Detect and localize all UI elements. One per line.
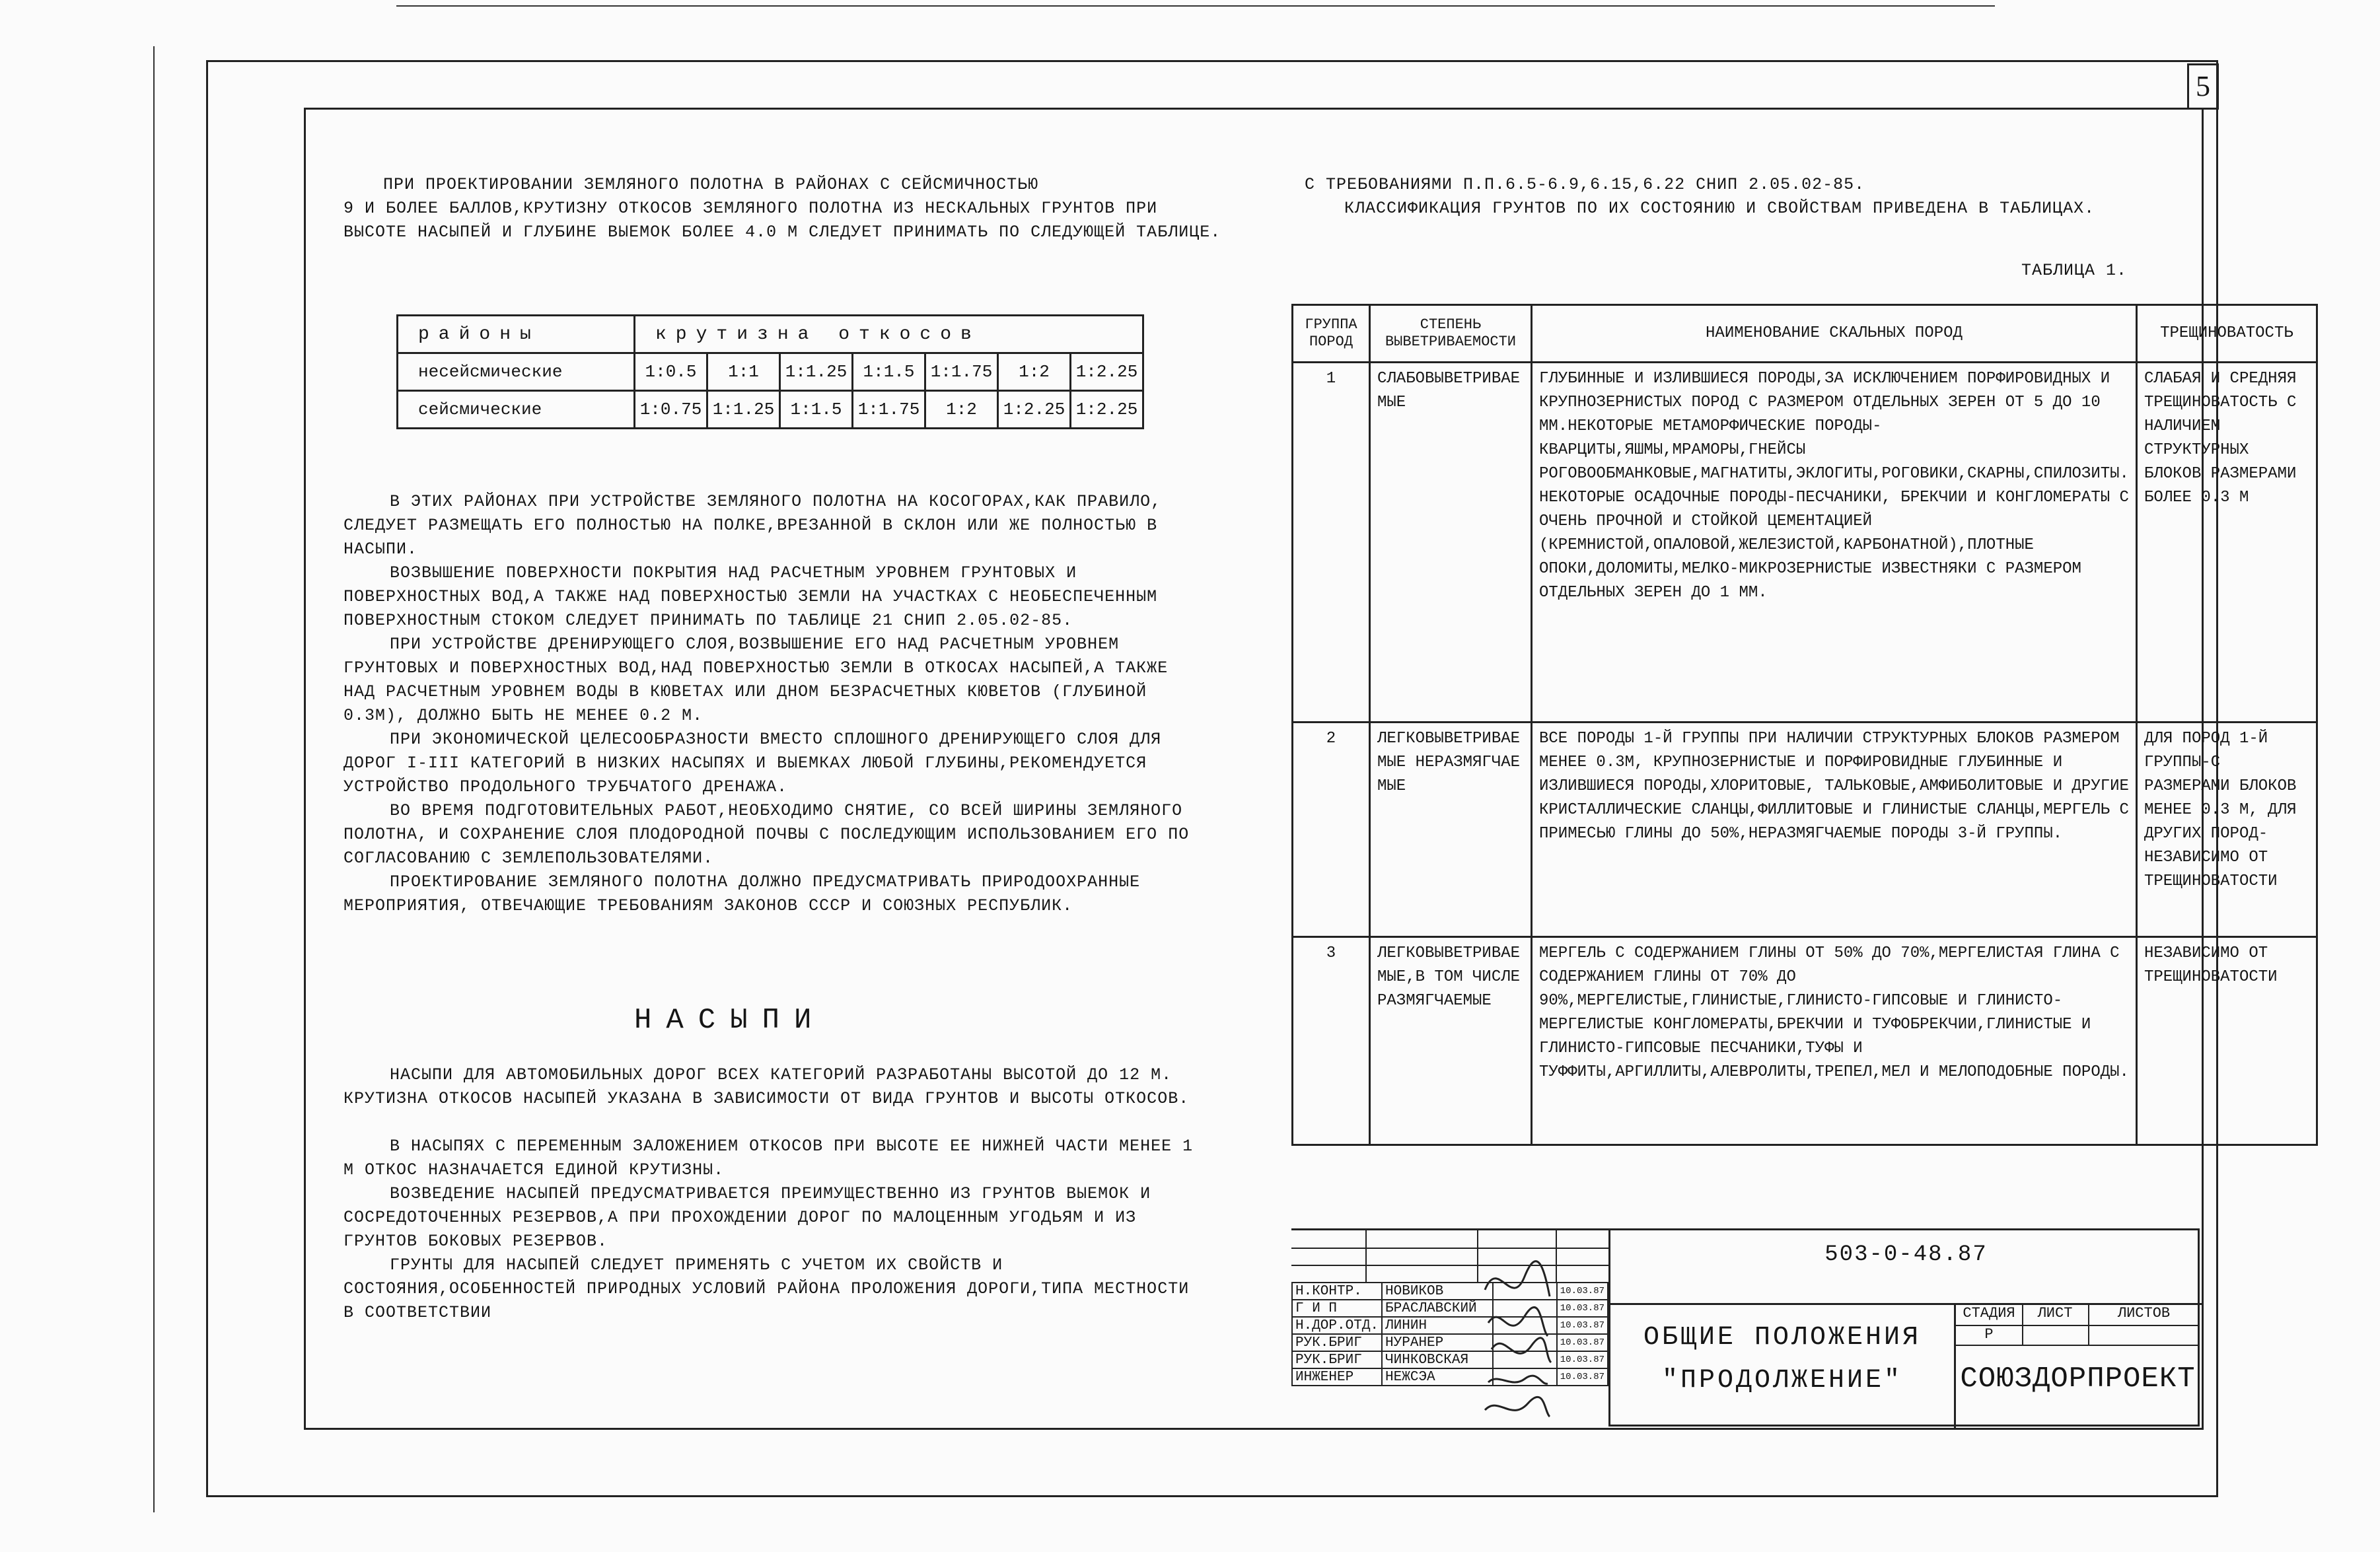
role-cell: Н.ДОР.ОТД. [1292, 1317, 1382, 1334]
paragraph-slopes: В ЭТИХ РАЙОНАХ ПРИ УСТРОЙСТВЕ ЗЕМЛЯНОГО ПОЛОТНА НА КОСОГОРАХ,КАК ПРАВИЛО, СЛЕДУЕТ РАЗМЕЩАТЬ ЕГО ПОЛНОСТЬЮ НА ПОЛКЕ,ВРЕЗАННОЙ В СКЛОН ИЛИ ЖЕ ПОЛНОСТЬЮ В НАСЫПИ. [343, 492, 1162, 559]
date-cell: 10.03.87 [1557, 1283, 1608, 1300]
fracture-cell: СЛАБАЯ И СРЕДНЯЯ ТРЕЩИНОВАТОСТЬ С НАЛИЧИЕМ СТРУКТУРНЫХ БЛОКОВ РАЗМЕРАМИ БОЛЕЕ 0.3 М [2136, 363, 2317, 723]
name-cell: НОВИКОВ [1382, 1283, 1493, 1300]
fracture-cell: ДЛЯ ПОРОД 1-Й ГРУППЫ-С РАЗМЕРАМИ БЛОКОВ МЕНЕЕ 0.3 М, ДЛЯ ДРУГИХ ПОРОД-НЕЗАВИСИМО ОТ ТРЕЩИНОВАТОСТИ [2136, 723, 2317, 937]
row-label: сейсмические [398, 391, 635, 429]
paragraph-soil-removal: ВО ВРЕМЯ ПОДГОТОВИТЕЛЬНЫХ РАБОТ,НЕОБХОДИМО СНЯТИЕ, СО ВСЕЙ ШИРИНЫ ЗЕМЛЯНОГО ПОЛОТНА, И СОХРАНЕНИЕ СЛОЯ ПЛОДОРОДНОЙ ПОЧВЫ С ПОСЛЕДУЮЩИМ ИСПОЛЬЗОВАНИЕМ ЕГО ПО СОГЛАСОВАНИЮ С ЗЕМЛЕПОЛЬЗОВАТЕЛЯМИ. [343, 801, 1190, 868]
date-cell: 10.03.87 [1557, 1368, 1608, 1386]
slope-value: 1:1.75 [925, 353, 998, 391]
role-cell: Н.КОНТР. [1292, 1283, 1382, 1300]
fracture-cell: НЕЗАВИСИМО ОТ ТРЕЩИНОВАТОСТИ [2136, 937, 2317, 1145]
stage-label: СТАДИЯ [1963, 1305, 2015, 1322]
group-cell: 2 [1293, 723, 1370, 937]
document-code: 503-0-48.87 [1824, 1242, 1988, 1267]
header-fracture: ТРЕЩИНОВАТОСТЬ [2136, 305, 2317, 363]
header-group: ГРУППА ПОРОД [1293, 305, 1370, 363]
signature-scribbles [1478, 1230, 1556, 1429]
embankment-paragraph-4: ГРУНТЫ ДЛЯ НАСЫПЕЙ СЛЕДУЕТ ПРИМЕНЯТЬ С УЧЕТОМ ИХ СВОЙСТВ И СОСТОЯНИЯ,ОСОБЕННОСТЕЙ ПРИРОДНЫХ УСЛОВИЙ РАЙОНА ПРОЛОЖЕНИЯ ДОРОГИ,ТИПА МЕСТНОСТИ В СООТВЕТСТВИИ [343, 1255, 1190, 1322]
role-cell: РУК.БРИГ [1292, 1334, 1382, 1351]
stamp-grid-line [1291, 1248, 1608, 1249]
table-row [398, 391, 1143, 429]
name-cell: БРАСЛАВСКИЙ [1382, 1300, 1493, 1317]
embankment-paragraph-3: ВОЗВЕДЕНИЕ НАСЫПЕЙ ПРЕДУСМАТРИВАЕТСЯ ПРЕИМУЩЕСТВЕННО ИЗ ГРУНТОВ ВЫЕМОК И СОСРЕДОТОЧЕННЫХ РЕЗЕРВОВ,А ПРИ ПРОХОЖДЕНИИ ДОРОГ ПО МАЛОЦЕННЫМ УГОДЬЯМ И ИЗ ГРУНТОВ БОКОВЫХ РЕЗЕРВОВ. [343, 1184, 1151, 1251]
table-row [398, 353, 1143, 391]
signature-row [1292, 1300, 1608, 1317]
rock-classification-table [1291, 304, 2318, 1146]
role-cell: Г И П [1292, 1300, 1382, 1317]
stage-grid-line [2022, 1305, 2023, 1346]
slope-value: 1:1.5 [853, 353, 925, 391]
slope-value: 1:2.25 [1071, 391, 1143, 429]
name-cell: МЕРГЕЛЬ С СОДЕРЖАНИЕМ ГЛИНЫ ОТ 50% ДО 70%,МЕРГЕЛИСТАЯ ГЛИНА С СОДЕРЖАНИЕМ ГЛИНЫ ОТ 70% ДО 90%,МЕРГЕЛИСТЫЕ,ГЛИНИСТЫЕ,ГЛИНИСТО-ГИПСОВЫЕ И ГЛИНИСТО-МЕРГЕЛИСТЫЕ КОНГЛОМЕРАТЫ,БРЕКЧИИ И ТУФОБРЕКЧИИ,ГЛИНИСТЫЕ И ГЛИНИСТО-ГИПСОВЫЕ ПЕСЧАНИКИ,ТУФЫ И ТУФФИТЫ,АРГИЛЛИТЫ,АЛЕВРОЛИТЫ,ТРЕПЕЛ,МЕЛ И МЕЛОПОДОБНЫЕ ПОРОДЫ. [1532, 937, 2137, 1145]
signature-row [1292, 1317, 1608, 1334]
date-cell: 10.03.87 [1557, 1300, 1608, 1317]
signature-row [1292, 1283, 1608, 1300]
name-cell: НУРАНЕР [1382, 1334, 1493, 1351]
stage-grid-line [1956, 1345, 2200, 1346]
signature-row [1292, 1351, 1608, 1368]
header-name: НАИМЕНОВАНИЕ СКАЛЬНЫХ ПОРОД [1532, 305, 2137, 363]
right-intro-2: КЛАССИФИКАЦИЯ ГРУНТОВ ПО ИХ СОСТОЯНИЮ И СВОЙСТВАМ ПРИВЕДЕНА В ТАБЛИЦАХ. [1344, 199, 2095, 218]
table-row [1293, 937, 2317, 1145]
sheet-title-1: ОБЩИЕ ПОЛОЖЕНИЯ [1643, 1323, 1922, 1353]
slope-value: 1:1.75 [853, 391, 925, 429]
paragraph-drainage-pipe: ПРИ ЭКОНОМИЧЕСКОЙ ЦЕЛЕСООБРАЗНОСТИ ВМЕСТО СПЛОШНОГО ДРЕНИРУЮЩЕГО СЛОЯ ДЛЯ ДОРОГ I-III КАТЕГОРИЙ В НИЗКИХ НАСЫПЯХ И ВЫЕМКАХ ЛЮБОЙ ГЛУБИНЫ,РЕКОМЕНДУЕТСЯ УСТРОЙСТВО ПРОДОЛЬНОГО ТРУБЧАТОГО ДРЕНАЖА. [343, 730, 1162, 796]
right-intro-1: С ТРЕБОВАНИЯМИ П.П.6.5-6.9,6.15,6.22 СНИП 2.05.02-85. [1305, 175, 1865, 194]
embankment-paragraph-1: НАСЫПИ ДЛЯ АВТОМОБИЛЬНЫХ ДОРОГ ВСЕХ КАТЕГОРИЙ РАЗРАБОТАНЫ ВЫСОТОЙ ДО 12 М. КРУТИЗНА ОТКОСОВ НАСЫПЕЙ УКАЗАНА В ЗАВИСИМОСТИ ОТ ВИДА ГРУНТОВ И ВЫСОТЫ ОТКОСОВ. [343, 1065, 1190, 1108]
page-number: 5 [2187, 63, 2219, 110]
stage-grid-line [1956, 1325, 2200, 1326]
name-cell: ГЛУБИННЫЕ И ИЗЛИВШИЕСЯ ПОРОДЫ,ЗА ИСКЛЮЧЕНИЕМ ПОРФИРОВИДНЫХ И КРУПНОЗЕРНИСТЫХ ПОРОД С РАЗМЕРОМ ОТДЕЛЬНЫХ ЗЕРЕН ОТ 5 ДО 10 ММ.НЕКОТОРЫЕ МЕТАМОРФИЧЕСКИЕ ПОРОДЫ-КВАРЦИТЫ,ЯШМЫ,МРАМОРЫ,ГНЕЙСЫ РОГОВООБМАНКОВЫЕ,МАГНАТИТЫ,ЭКЛОГИТЫ,РОГОВИКИ,СКАРНЫ,СПИЛОЗИТЫ. НЕКОТОРЫЕ ОСАДОЧНЫЕ ПОРОДЫ-ПЕСЧАНИКИ, БРЕКЧИИ И КОНГЛОМЕРАТЫ С ОЧЕНЬ ПРОЧНОЙ И СТОЙКОЙ ЦЕМЕНТАЦИЕЙ (КРЕМНИСТОЙ,ОПАЛОВОЙ,ЖЕЛЕЗИСТОЙ,КАРБОНАТНОЙ),ПЛОТНЫЕ ОПОКИ,ДОЛОМИТЫ,МЕЛКО-МИКРОЗЕРНИСТЫЕ ИЗВЕСТНЯКИ С РАЗМЕРОМ ОТДЕЛЬНЫХ ЗЕРЕН ДО 1 ММ. [1532, 363, 2137, 723]
stamp-grid-line [1556, 1230, 1557, 1283]
table-row [1293, 363, 2317, 723]
slope-value: 1:2.25 [998, 391, 1071, 429]
slope-value: 1:2 [925, 391, 998, 429]
paragraph-environment: ПРОЕКТИРОВАНИЕ ЗЕМЛЯНОГО ПОЛОТНА ДОЛЖНО ПРЕДУСМАТРИВАТЬ ПРИРОДООХРАННЫЕ МЕРОПРИЯТИЯ, ОТВЕЧАЮЩИЕ ТРЕБОВАНИЯМ ЗАКОНОВ СССР И СОЮЗНЫХ РЕСПУБЛИК. [343, 872, 1141, 915]
sheet-title-2: "ПРОДОЛЖЕНИЕ" [1661, 1366, 1903, 1395]
stamp-main [1608, 1228, 2200, 1427]
intro-paragraph: ПРИ ПРОЕКТИРОВАНИИ ЗЕМЛЯНОГО ПОЛОТНА В РАЙОНАХ С СЕЙСМИЧНОСТЬЮ 9 И БОЛЕЕ БАЛЛОВ,КРУТИЗНУ ОТКОСОВ ЗЕМЛЯНОГО ПОЛОТНА ИЗ НЕСКАЛЬНЫХ ГРУНТОВ ПРИ ВЫСОТЕ НАСЫПЕЙ И ГЛУБИНЕ ВЫЕМОК БОЛЕЕ 4.0 М СЛЕДУЕТ ПРИНИМАТЬ ПО СЛЕДУЮЩЕЙ ТАБЛИЦЕ. [343, 175, 1221, 242]
slope-value: 1:1.5 [780, 391, 853, 429]
signature-row [1292, 1368, 1608, 1386]
seismic-table [396, 314, 1144, 429]
stamp-grid-line [1365, 1230, 1367, 1283]
section-title: НАСЫПИ [634, 1004, 826, 1037]
degree-cell: ЛЕГКОВЫВЕТРИВАЕМЫЕ,В ТОМ ЧИСЛЕ РАЗМЯГЧАЕМЫЕ [1370, 937, 1532, 1145]
organization-name: СОЮЗДОРПРОЕКТ [1960, 1362, 2196, 1395]
slope-value: 1:1.25 [780, 353, 853, 391]
stamp-grid-line [1291, 1265, 1608, 1266]
stage-grid-line [2088, 1305, 2089, 1346]
degree-cell: СЛАБОВЫВЕТРИВАЕМЫЕ [1370, 363, 1532, 723]
signature-row [1292, 1334, 1608, 1351]
slope-value: 1:2 [998, 353, 1071, 391]
role-cell: ИНЖЕНЕР [1292, 1368, 1382, 1386]
stage-grid [1956, 1305, 2200, 1346]
scan-top-line [396, 5, 1995, 7]
slope-value: 1:1 [707, 353, 780, 391]
date-cell: 10.03.87 [1557, 1317, 1608, 1334]
group-cell: 1 [1293, 363, 1370, 723]
group-cell: 3 [1293, 937, 1370, 1145]
row-label: несейсмические [398, 353, 635, 391]
scan-left-line [153, 46, 155, 1512]
degree-cell: ЛЕГКОВЫВЕТРИВАЕМЫЕ НЕРАЗМЯГЧАЕМЫЕ [1370, 723, 1532, 937]
embankment-paragraph-2: В НАСЫПЯХ С ПЕРЕМЕННЫМ ЗАЛОЖЕНИЕМ ОТКОСОВ ПРИ ВЫСОТЕ ЕЕ НИЖНЕЙ ЧАСТИ МЕНЕЕ 1 М ОТКОС НАЗНАЧАЕТСЯ ЕДИНОЙ КРУТИЗНЫ. [343, 1137, 1194, 1180]
date-cell: 10.03.87 [1557, 1351, 1608, 1368]
slope-value: 1:0.5 [635, 353, 707, 391]
sheets-label: ЛИСТОВ [2117, 1305, 2171, 1322]
slope-value: 1:1.25 [707, 391, 780, 429]
table-row [1293, 723, 2317, 937]
name-cell: ВСЕ ПОРОДЫ 1-Й ГРУППЫ ПРИ НАЛИЧИИ СТРУКТУРНЫХ БЛОКОВ РАЗМЕРОМ МЕНЕЕ 0.3М, КРУПНОЗЕРНИСТЫЕ И ПОРФИРОВИДНЫЕ ГЛУБИННЫЕ И ИЗЛИВШИЕСЯ ПОРОДЫ,ХЛОРИТОВЫЕ, ТАЛЬКОВЫЕ,АМФИБОЛИТОВЫЕ И ДРУГИЕ КРИСТАЛЛИЧЕСКИЕ СЛАНЦЫ,ФИЛЛИТОВЫЕ И ГЛИНИСТЫЕ СЛАНЦЫ,МЕРГЕЛЬ С ПРИМЕСЬЮ ГЛИНЫ ДО 50%,НЕРАЗМЯГЧАЕМЫЕ ПОРОДЫ 3-Й ГРУППЫ. [1532, 723, 2137, 937]
slope-value: 1:0.75 [635, 391, 707, 429]
sheet-label: ЛИСТ [2037, 1305, 2073, 1322]
date-cell: 10.03.87 [1557, 1334, 1608, 1351]
table-label: ТАБЛИЦА 1. [2021, 261, 2128, 280]
name-cell: НЕЖСЭА [1382, 1368, 1493, 1386]
title-block [1291, 1228, 2200, 1427]
header-degree: СТЕПЕНЬ ВЫВЕТРИВАЕМОСТИ [1370, 305, 1532, 363]
slope-value: 1:2.25 [1071, 353, 1143, 391]
paragraph-elevation: ВОЗВЫШЕНИЕ ПОВЕРХНОСТИ ПОКРЫТИЯ НАД РАСЧЕТНЫМ УРОВНЕМ ГРУНТОВЫХ И ПОВЕРХНОСТНЫХ ВОД,А ТАКЖЕ НАД ПОВЕРХНОСТЬЮ ЗЕМЛИ НА УЧАСТКАХ С НЕОБЕСПЕЧЕННЫМ ПОВЕРХНОСТНЫМ СТОКОМ СЛЕДУЕТ ПРИНИМАТЬ ПО ТАБЛИЦЕ 21 СНИП 2.05.02-85. [343, 563, 1158, 630]
name-cell: ЛИНИН [1382, 1317, 1493, 1334]
paragraph-drainage-layer: ПРИ УСТРОЙСТВЕ ДРЕНИРУЮЩЕГО СЛОЯ,ВОЗВЫШЕНИЕ ЕГО НАД РАСЧЕТНЫМ УРОВНЕМ ГРУНТОВЫХ И ПОВЕРХНОСТНЫХ ВОД,НАД ПОВЕРХНОСТЬЮ ЗЕМЛИ В ОТКОСАХ НАСЫПЕЙ,А ТАКЖЕ НАД РАСЧЕТНЫМ УРОВНЕМ ВОДЫ В КЮВЕТАХ ИЛИ ДНОМ БЕЗРАСЧЕТНЫХ КЮВЕТОВ (ГЛУБИНОЙ 0.3М), ДОЛЖНО БЫТЬ НЕ МЕНЕЕ 0.2 М. [343, 635, 1169, 725]
signature-table [1291, 1228, 1608, 1429]
name-cell: ЧИНКОВСКАЯ [1382, 1351, 1493, 1368]
role-cell: РУК.БРИГ [1292, 1351, 1382, 1368]
seismic-table-header-right: крутизна откосов [635, 316, 1143, 353]
seismic-table-header-left: районы [398, 316, 635, 353]
stage-value: Р [1984, 1326, 1994, 1343]
